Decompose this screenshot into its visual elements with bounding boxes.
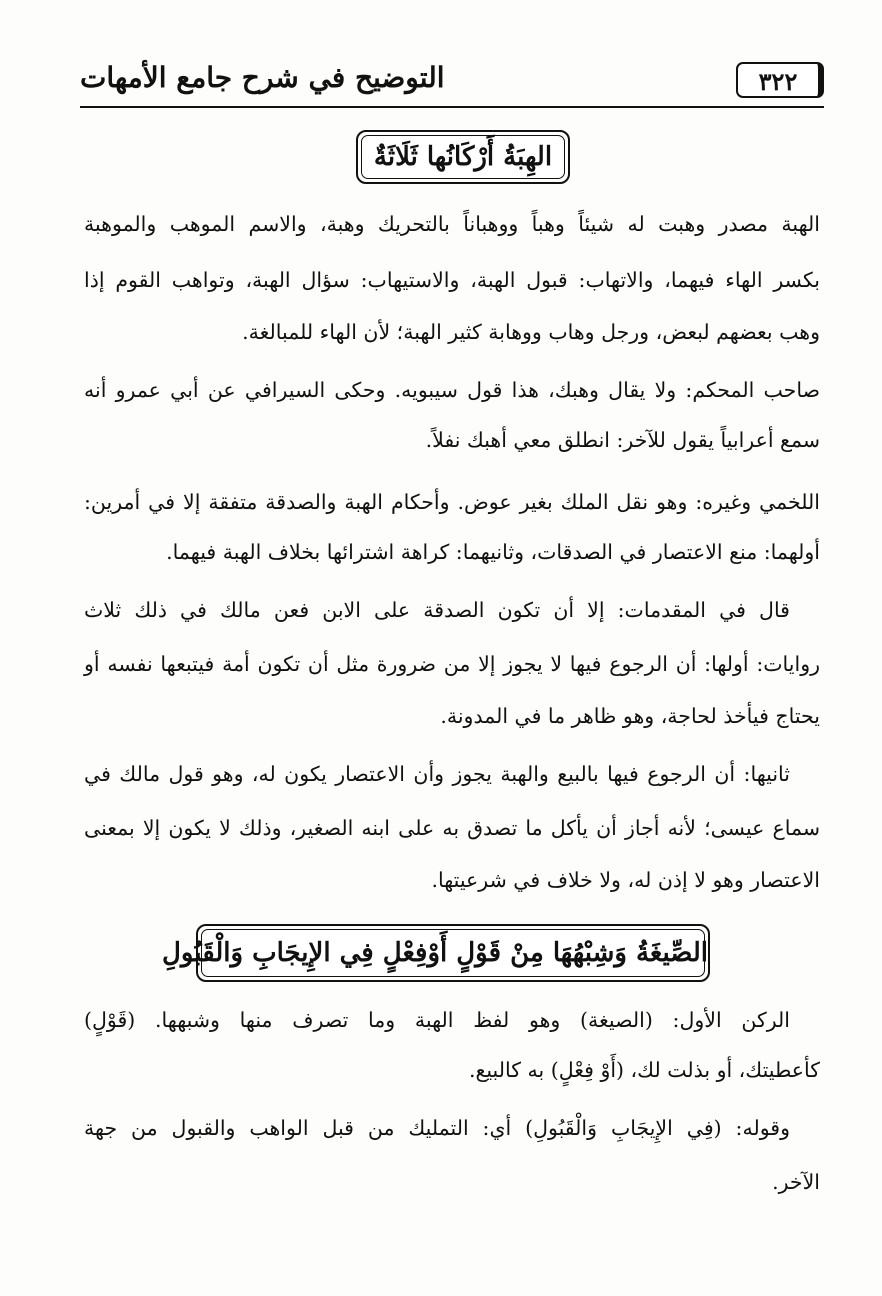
text-line: سماع عيسى؛ لأنه أجاز أن يأكل ما تصدق به على ابنه الصغير، وذلك لا يكون إلا بمعنى <box>84 816 820 840</box>
text-line: يحتاج فيأخذ لحاجة، وهو ظاهر ما في المدونة. <box>440 704 820 728</box>
section-heading-text: الهِبَةُ أَرْكَانُها ثَلَاثَةٌ <box>373 142 553 172</box>
page-header <box>80 58 824 106</box>
text-line: الهبة مصدر وهبت له شيئاً وهباً ووهباناً بالتحريك وهبة، والاسم الموهب والموهبة <box>84 212 820 236</box>
text-line: الآخر. <box>772 1170 820 1194</box>
text-line: روايات: أولها: أن الرجوع فيها لا يجوز إلا من ضرورة مثل أن تكون أمة فيتبعها نفسه أو <box>84 652 820 676</box>
text-line: ثانيها: أن الرجوع فيها بالبيع والهبة يجوز وأن الاعتصار يكون له، وهو قول مالك في <box>84 762 790 786</box>
text-line: أولهما: منع الاعتصار في الصدقات، وثانيهما: كراهة اشترائها بخلاف الهبة فيهما. <box>166 540 820 564</box>
text-line: كأعطيتك، أو بذلت لك، (أَوْ فِعْلٍ) به كالبيع. <box>468 1058 820 1082</box>
section-heading-gift-pillars <box>356 130 570 184</box>
text-line: بكسر الهاء فيهما، والاتهاب: قبول الهبة، والاستيهاب: سؤال الهبة، وتواهب القوم إذا <box>84 268 820 292</box>
text-line: الركن الأول: (الصيغة) وهو لفظ الهبة وما تصرف منها وشبهها. (قَوْلٍ) <box>84 1008 790 1032</box>
running-title: التوضيح في شرح جامع الأمهات <box>80 61 445 94</box>
header-rule <box>80 106 824 108</box>
text-line: صاحب المحكم: ولا يقال وهبك، هذا قول سيبويه. وحكى السيرافي عن أبي عمرو أنه <box>84 378 820 402</box>
page-number: ٣٢٢ <box>736 62 824 98</box>
text-line: اللخمي وغيره: وهو نقل الملك بغير عوض. وأحكام الهبة والصدقة متفقة إلا في أمرين: <box>84 490 820 514</box>
text-line: الاعتصار وهو لا إذن له، ولا خلاف في شرعيتها. <box>431 868 820 892</box>
text-line: وقوله: (فِي الإِيجَابِ وَالْقَبُولِ) أي: التمليك من قبل الواهب والقبول من جهة <box>84 1116 790 1140</box>
text-line: قال في المقدمات: إلا أن تكون الصدقة على الابن فعن مالك في ذلك ثلاث <box>84 598 790 622</box>
section-heading-formula <box>162 924 710 982</box>
text-line: وهب بعضهم لبعض، ورجل وهاب ووهابة كثير الهبة؛ لأن الهاء للمبالغة. <box>242 320 820 344</box>
text-line: سمع أعرابياً يقول للآخر: انطلق معي أهبك نفلاً. <box>425 428 820 452</box>
section-heading-text: الصِّيغَةُ وَشِبْهُهَا مِنْ قَوْلٍ أَوْفِعْلٍ فِي الإِيجَابِ وَالْقَبُولِ <box>162 938 708 968</box>
